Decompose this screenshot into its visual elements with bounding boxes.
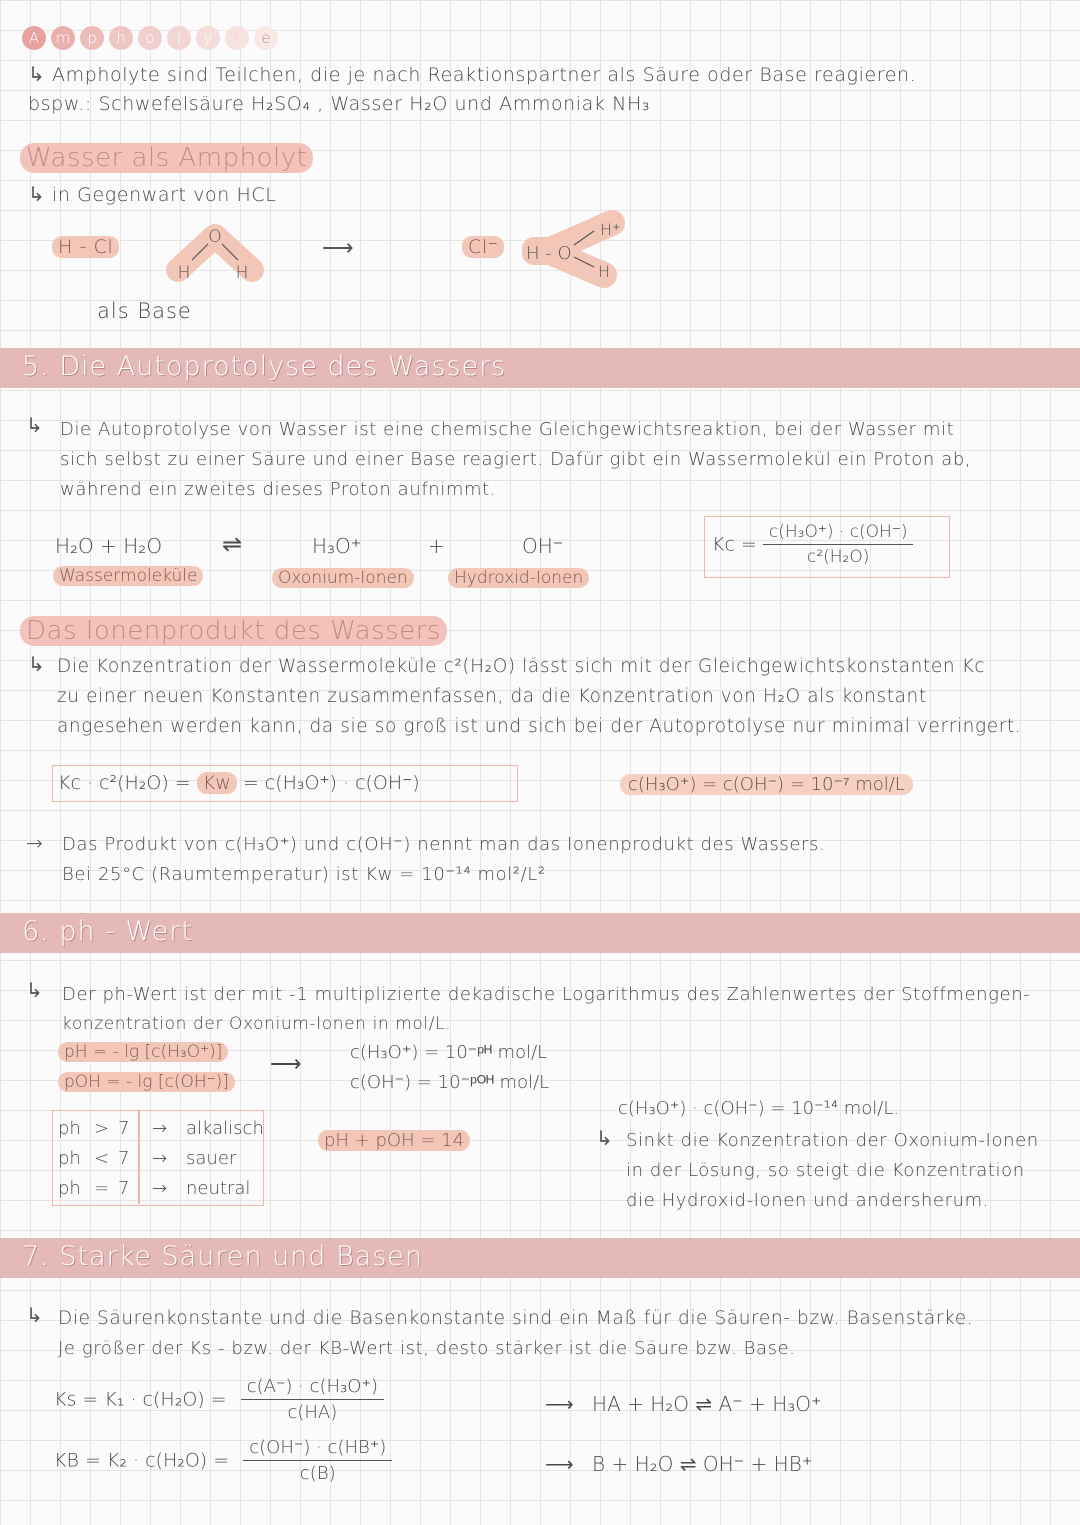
ph-label: ph [58, 1148, 81, 1169]
equilibrium-arrow-icon: ⇌ [222, 530, 243, 558]
title-letter-bubble: h [109, 26, 133, 50]
hook-arrow-icon: ↳ [26, 413, 43, 437]
section-6-banner [0, 913, 1080, 953]
title-letter-bubble: p [80, 26, 104, 50]
ph-number: 7 [118, 1178, 130, 1199]
ph-result: sauer [186, 1148, 237, 1169]
hcl-note: ↳ in Gegenwart von HCL [28, 182, 277, 206]
water-molecule [160, 222, 270, 292]
sec6-note-line: in der Lösung, so steigt die Konzentration [626, 1160, 1025, 1181]
title-letter-bubble: o [138, 26, 162, 50]
hook-arrow-icon: ↳ [26, 978, 43, 1002]
h-plus-atom: H⁺ [600, 220, 621, 239]
reaction-arrow-icon: ⟶ [322, 236, 354, 261]
title-letter-bubble: m [51, 26, 75, 50]
ampholyte-definition: ↳ Ampholyte sind Teilchen, die je nach Reaktionspartner als Säure oder Base reagieren. [28, 62, 917, 86]
eq-plus: + [428, 534, 445, 558]
ph-table-divider [138, 1110, 140, 1204]
kb-fraction: $\frac{c(OH^-) \cdot c(HB^+)}{c(B)}$ [243, 1437, 392, 1484]
right-arrow-icon: → [26, 831, 43, 855]
ionenprodukt-note: Das Produkt von c(H₃O⁺) und c(OH⁻) nennt man das Ionenprodukt des Wassers. [62, 834, 826, 855]
kb-formula: KB = K₂ · c(H₂O) = $\frac{c(OH^-) \cdot c(HB^+)}{c(B)}$ [54, 1437, 392, 1484]
kc-fraction: $\frac{\text{c(H₃O⁺) · c(OH⁻)}}{\text{c²(H₂O)}}$ [763, 522, 914, 567]
right-arrow-icon: ⟶ [545, 1392, 574, 1416]
label-hydroxid: Hydroxid-Ionen [448, 568, 589, 588]
ionenprodukt-paragraph-line: zu einer neuen Konstanten zusammenfassen, da die Konzentration von H₂O als konstant [57, 686, 927, 707]
section-6-title: 6. ph - Wert [22, 916, 193, 947]
label-oxonium: Oxonium-Ionen [272, 568, 414, 588]
hook-arrow-icon: ↳ [28, 62, 46, 86]
kc-formula: Kc = $\frac{\text{c(H₃O⁺) · c(OH⁻)}}{\text{c²(H₂O)}}$ [712, 522, 913, 567]
kb-reaction: ⟶ B + H₂O ⇌ OH⁻ + HB⁺ [545, 1452, 813, 1476]
eq-oxonium: H₃O⁺ [312, 534, 362, 558]
right-arrow-icon: → [152, 1178, 168, 1199]
ph-number: 7 [118, 1148, 130, 1169]
sec5-paragraph-line: sich selbst zu einer Säure und einer Base reagiert. Dafür gibt ein Wassermolekül ein Proton ab, [60, 449, 972, 470]
hook-arrow-icon: ↳ [596, 1126, 613, 1150]
sec7-paragraph-line: Je größer der Ks - bzw. der KB-Wert ist, desto stärker ist die Säure bzw. Base. [58, 1338, 796, 1359]
section-7-title: 7. Starke Säuren und Basen [22, 1241, 424, 1272]
label-wassermolekuele: Wassermoleküle [53, 566, 203, 586]
ph-result: alkalisch [186, 1118, 264, 1139]
ks-fraction: $\frac{\text{c(A⁻) · c(H₃O⁺)}}{c(HA)}$ [241, 1376, 384, 1423]
sec6-note-line: Sinkt die Konzentration der Oxonium-Ionen [626, 1130, 1039, 1151]
oxygen-atom: O [208, 227, 222, 247]
right-arrow-icon: ⟶ [545, 1452, 574, 1476]
ks-reaction: ⟶ HA + H₂O ⇌ A⁻ + H₃O⁺ [545, 1392, 822, 1416]
hook-arrow-icon: ↳ [28, 652, 45, 676]
ph-operator: > [94, 1118, 110, 1139]
reaction-arrow-icon: ⟶ [270, 1052, 302, 1077]
ph-label: ph [58, 1178, 81, 1199]
c-h3o-formula: c(H₃O⁺) = 10⁻ᵖᴴ mol/L [350, 1042, 548, 1063]
ionenprodukt-paragraph-line: angesehen werden kann, da sie so groß ist und sich bei der Autoprotolyse nur minimal verringert. [57, 716, 1022, 737]
sec6-paragraph-line: konzentration der Oxonium-Ionen in mol/L. [62, 1014, 452, 1034]
kw-symbol: Kw [197, 772, 237, 794]
sec7-paragraph-line: Die Säurenkonstante und die Basenkonstante sind ein Maß für die Säuren- bzw. Basenstärke. [58, 1308, 974, 1329]
ph-poh-sum: pH + pOH = 14 [318, 1130, 470, 1151]
right-arrow-icon: → [152, 1148, 168, 1169]
sec5-paragraph-line: Die Autoprotolyse von Wasser ist eine chemische Gleichgewichtsreaktion, bei der Wasser mit [60, 419, 955, 440]
eq-hydroxide: OH⁻ [522, 534, 564, 558]
ionic-product-formula: c(H₃O⁺) · c(OH⁻) = 10⁻¹⁴ mol/L. [618, 1098, 900, 1119]
hook-arrow-icon: ↳ [26, 1303, 43, 1327]
sec6-paragraph-line: Der ph-Wert ist der mit -1 multiplizierte dekadische Logarithmus des Zahlenwertes der Stoffmengen- [62, 984, 1031, 1005]
ampholyte-examples: bspw.: Schwefelsäure H₂SO₄ , Wasser H₂O und Ammoniak NH₃ [28, 93, 651, 115]
wasser-ampholyt-heading: Wasser als Ampholyt [20, 143, 313, 173]
ph-label: ph [58, 1118, 81, 1139]
ph-operator: < [94, 1148, 110, 1169]
c-oh-formula: c(OH⁻) = 10⁻ᵖᴼᴴ mol/L [350, 1072, 550, 1093]
hook-arrow-icon: ↳ [28, 182, 46, 206]
als-base-label: als Base [97, 299, 192, 323]
section-5-title: 5. Die Autoprotolyse des Wassers [22, 351, 507, 382]
right-arrow-icon: → [152, 1118, 168, 1139]
ionenprodukt-heading: Das Ionenprodukt des Wassers [20, 616, 447, 646]
eq-reactants: H₂O + H₂O [55, 534, 163, 558]
oxonium-molecule [520, 205, 640, 290]
hydrogen-atom: H [177, 263, 191, 283]
ph-result: neutral [186, 1178, 251, 1199]
sec6-note-line: die Hydroxid-Ionen und andersherum. [626, 1190, 990, 1211]
poh-definition: pOH = - lg [c(OH⁻)] [58, 1072, 235, 1092]
title-letter-bubble: t [225, 26, 249, 50]
ionenprodukt-paragraph-line: Die Konzentration der Wassermoleküle c²(H₂O) lässt sich mit der Gleichgewichtskonstanten Kc [57, 656, 986, 677]
title-letter-bubble: A [22, 26, 46, 50]
hcl-molecule: H - Cl [52, 236, 119, 258]
sec5-paragraph-line: während ein zweites dieses Proton aufnimmt. [60, 479, 497, 500]
title-letter-bubble: e [254, 26, 278, 50]
hydrogen-atom: H [598, 262, 611, 281]
ph-operator: = [94, 1178, 110, 1199]
kw-formula: Kc · c²(H₂O) = Kw = c(H₃O⁺) · c(OH⁻) [58, 772, 420, 794]
h-o-bond-label: H - O [526, 243, 572, 264]
chloride-ion: Cl⁻ [462, 236, 504, 258]
ph-definition: pH = - lg [c(H₃O⁺)] [58, 1042, 228, 1062]
title-letter-bubble: y [196, 26, 220, 50]
ph-number: 7 [118, 1118, 130, 1139]
hydrogen-atom: H [235, 263, 249, 283]
neutral-concentration: c(H₃O⁺) = c(OH⁻) = 10⁻⁷ mol/L [620, 774, 913, 795]
ionenprodukt-note: Bei 25°C (Raumtemperatur) ist Kw = 10⁻¹⁴ mol²/L² [62, 864, 546, 885]
ks-formula: Ks = K₁ · c(H₂O) = $\frac{\text{c(A⁻) · c(H₃O⁺)}}{c(HA)}$ [54, 1376, 384, 1423]
section-5-banner [0, 348, 1080, 388]
section-7-banner [0, 1238, 1080, 1278]
title-letter-bubble: l [167, 26, 191, 50]
